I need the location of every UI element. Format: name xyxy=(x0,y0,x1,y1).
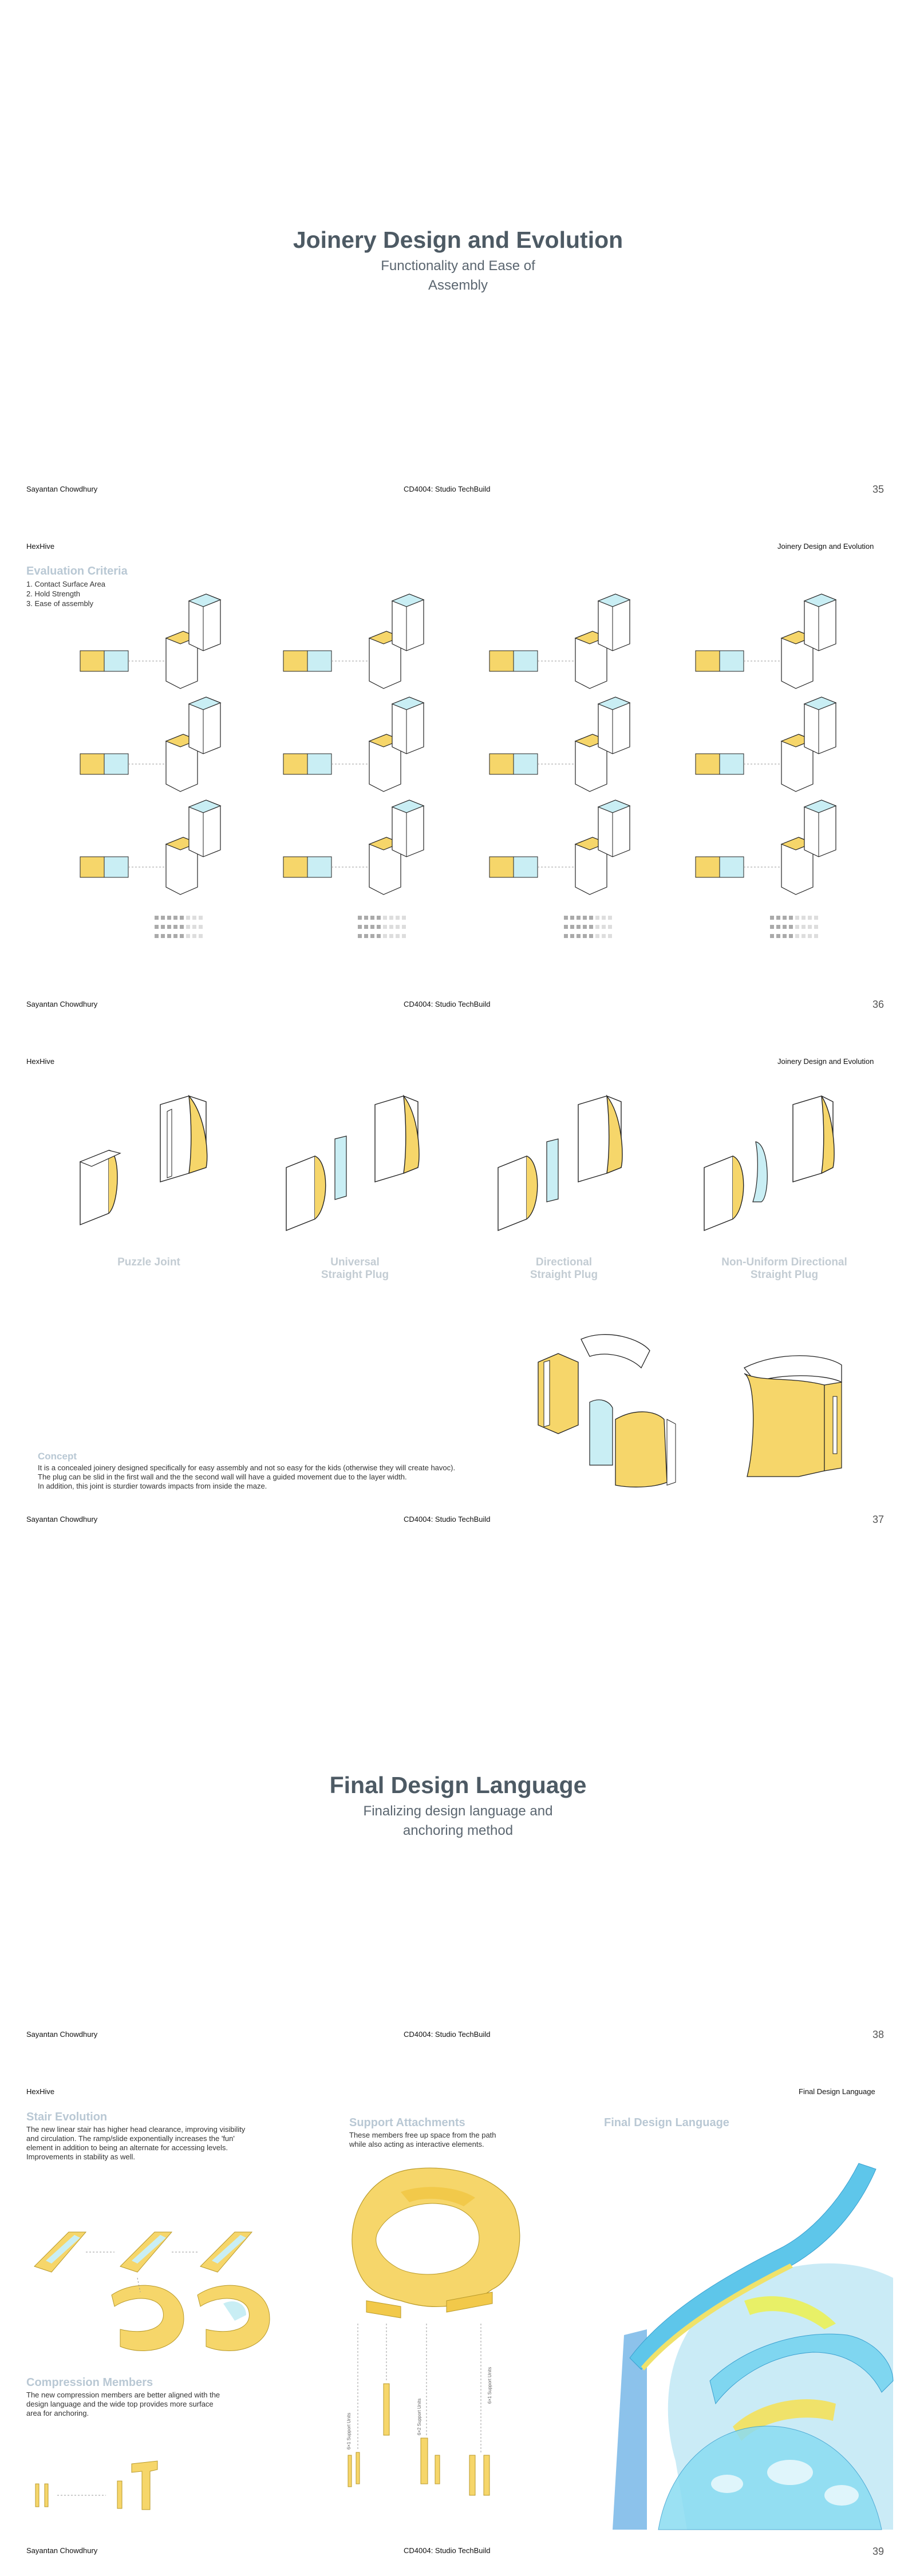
directional-plug-illustration xyxy=(498,1096,622,1230)
header-project: HexHive xyxy=(26,2087,55,2096)
page-subtitle-line-2: Assembly xyxy=(428,278,488,293)
footer-author: Sayantan Chowdhury xyxy=(26,1000,98,1008)
concept-line-2: The plug can be slid in the first wall and the the second wall will have a guided movement due to the layer width. xyxy=(38,1473,407,1481)
concept-title: Concept xyxy=(38,1451,77,1462)
final-design-rendering xyxy=(613,2163,893,2530)
joint-caption-directional: Directional Straight Plug xyxy=(530,1256,598,1281)
support-attachments-illustration xyxy=(348,2168,520,2495)
header-project: HexHive xyxy=(26,1057,55,1066)
rating-marks-2 xyxy=(358,916,406,938)
joint-variant-3-1 xyxy=(489,594,630,688)
section-title: Evaluation Criteria xyxy=(26,565,128,577)
support-line-2: while also acting as interactive elements. xyxy=(349,2140,484,2148)
joint-variant-2-3 xyxy=(283,800,424,895)
page-38 xyxy=(0,1545,916,2060)
joint-caption-puzzle: Puzzle Joint xyxy=(117,1256,180,1268)
footer-author: Sayantan Chowdhury xyxy=(26,2030,98,2039)
rating-marks-1 xyxy=(155,916,203,938)
page-37 xyxy=(0,1030,916,1545)
support-attachments-title: Support Attachments xyxy=(349,2116,465,2129)
page-35 xyxy=(0,0,916,515)
joint-caption-universal: Universal Straight Plug xyxy=(321,1256,389,1281)
compression-line-3: area for anchoring. xyxy=(26,2409,89,2417)
joint-variant-4-2 xyxy=(696,697,836,792)
page-number: 36 xyxy=(872,999,885,1010)
footer-course: CD4004: Studio TechBuild xyxy=(404,1515,491,1524)
rating-marks-4 xyxy=(770,916,818,938)
joint-variant-4-3 xyxy=(696,800,836,895)
joint-variant-1-3 xyxy=(80,800,220,895)
concept-line-3: In addition, this joint is sturdier towards impacts from inside the maze. xyxy=(38,1482,267,1490)
compression-members-title: Compression Members xyxy=(26,2376,153,2389)
criteria-item-3: 3. Ease of assembly xyxy=(26,599,94,608)
page-number: 35 xyxy=(872,484,885,495)
page-title: Final Design Language xyxy=(329,1772,587,1798)
joint-variant-1-2 xyxy=(80,697,220,792)
page-39 xyxy=(0,2060,916,2576)
compression-line-2: design language and the wide top provides more surface xyxy=(26,2400,214,2408)
stair-evolution-title: Stair Evolution xyxy=(26,2111,108,2123)
universal-plug-illustration xyxy=(286,1096,419,1230)
joint-caption-non-uniform: Non-Uniform Directional Straight Plug xyxy=(721,1256,847,1281)
stair-line-1: The new linear stair has higher head clearance, improving visibility xyxy=(26,2125,246,2134)
page-subtitle-line-1: Functionality and Ease of xyxy=(381,258,535,274)
criteria-item-2: 2. Hold Strength xyxy=(26,589,80,598)
footer-course: CD4004: Studio TechBuild xyxy=(404,1000,491,1008)
joint-variant-4-1 xyxy=(696,594,836,688)
support-line-1: These members free up space from the path xyxy=(349,2131,496,2139)
footer-author: Sayantan Chowdhury xyxy=(26,485,98,493)
stair-evolution-illustration xyxy=(34,2232,270,2351)
footer-author: Sayantan Chowdhury xyxy=(26,2546,98,2555)
joint-variant-3-2 xyxy=(489,697,630,792)
footer-course: CD4004: Studio TechBuild xyxy=(404,485,491,493)
puzzle-joint-illustration xyxy=(80,1096,207,1225)
stair-line-2: and circulation. The ramp/slide exponentially increases the 'fun' xyxy=(26,2134,235,2143)
rating-marks-3 xyxy=(564,916,612,938)
compression-members-illustration xyxy=(35,2461,157,2510)
non-uniform-plug-illustration xyxy=(704,1096,834,1230)
page-number: 38 xyxy=(872,2029,885,2040)
support-label-1: 6×1 Support Units xyxy=(346,2412,352,2450)
stair-line-3: element in addition to being an alternate for accessing levels. xyxy=(26,2143,228,2152)
concept-assembled-illustration xyxy=(744,1356,842,1477)
compression-line-1: The new compression members are better aligned with the xyxy=(26,2391,220,2399)
support-label-3: 6×1 Support Units xyxy=(487,2367,492,2404)
joint-type-illustrations xyxy=(0,1030,916,1431)
joint-variants-grid xyxy=(0,515,916,1030)
page-title: Joinery Design and Evolution xyxy=(293,227,623,253)
joint-variant-3-3 xyxy=(489,800,630,895)
header-project: HexHive xyxy=(26,542,55,551)
final-design-illustrations xyxy=(0,2060,916,2564)
footer-course: CD4004: Studio TechBuild xyxy=(404,2030,491,2039)
header-section: Final Design Language xyxy=(799,2087,875,2096)
page-36 xyxy=(0,515,916,1030)
joint-variant-2-1 xyxy=(283,594,424,688)
final-design-title: Final Design Language xyxy=(604,2116,729,2129)
page-subtitle-line-1: Finalizing design language and xyxy=(363,1803,553,1819)
stair-line-4: Improvements in stability as well. xyxy=(26,2152,136,2161)
joint-variant-1-1 xyxy=(80,594,220,688)
support-label-2: 6×2 Support Units xyxy=(417,2398,422,2435)
concept-exploded-illustration xyxy=(538,1335,676,1487)
page-subtitle-line-2: anchoring method xyxy=(402,1823,514,1838)
page-number: 39 xyxy=(872,2546,885,2557)
criteria-item-1: 1. Contact Surface Area xyxy=(26,580,106,588)
footer-author: Sayantan Chowdhury xyxy=(26,1515,98,1524)
header-section: Joinery Design and Evolution xyxy=(777,1057,874,1066)
header-section: Joinery Design and Evolution xyxy=(777,542,874,551)
footer-course: CD4004: Studio TechBuild xyxy=(404,2546,491,2555)
joint-variant-2-2 xyxy=(283,697,424,792)
page-number: 37 xyxy=(872,1514,885,1525)
concept-line-1: It is a concealed joinery designed specifically for easy assembly and not so easy for the kids (otherwise they will create havoc). xyxy=(38,1463,456,1472)
